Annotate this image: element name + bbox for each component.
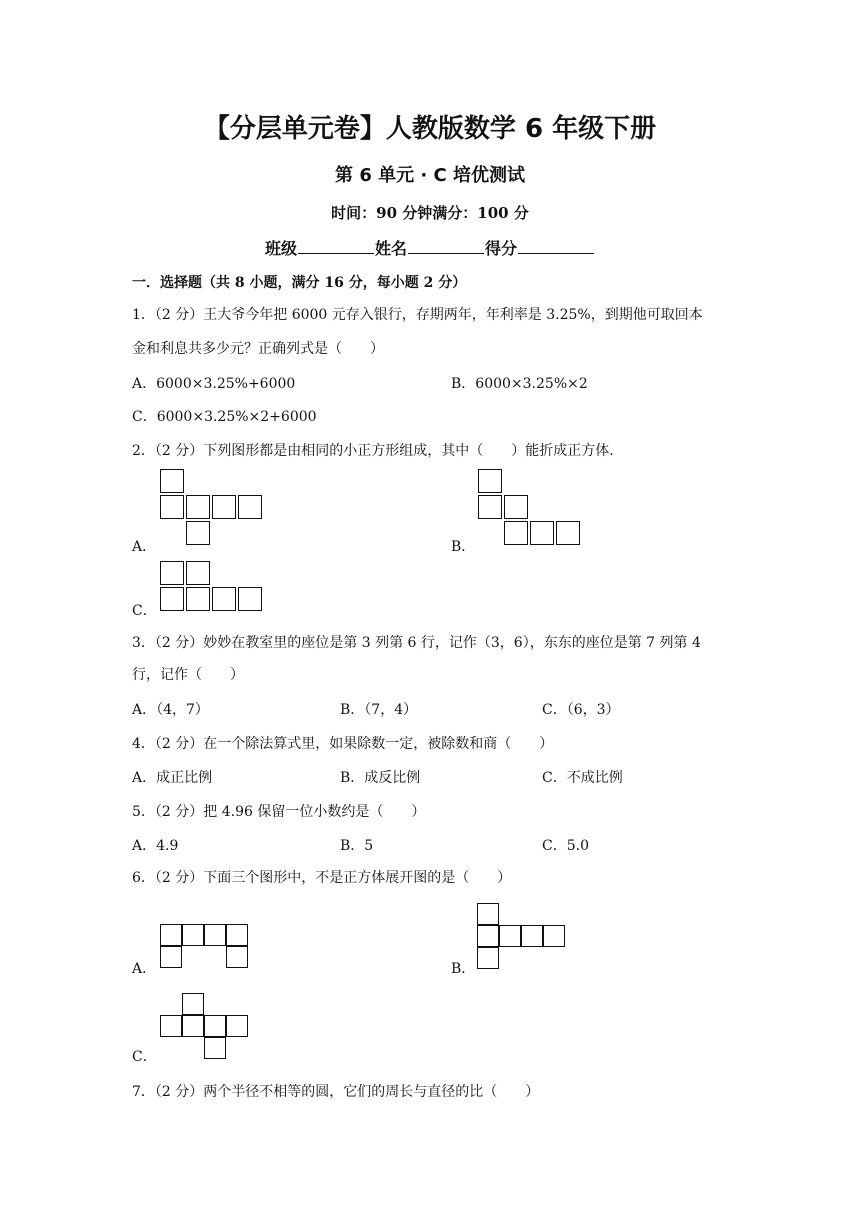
grid-square xyxy=(182,1015,204,1037)
q4-option-b: B．成反比例 xyxy=(340,770,421,786)
grid-square xyxy=(504,521,528,545)
question-3-line2: 行，记作（ ） xyxy=(132,667,244,683)
q5-option-b: B．5 xyxy=(340,838,374,854)
grid-square xyxy=(478,469,502,493)
q3-option-c: C．（6，3） xyxy=(542,702,620,718)
grid-square xyxy=(530,521,554,545)
question-5-line1: 5．（2 分）把 4.96 保留一位小数约是（ ） xyxy=(132,804,426,820)
grid-square xyxy=(186,521,210,545)
q6-option-a-label: A． xyxy=(132,961,157,977)
grid-square xyxy=(182,924,204,946)
grid-square xyxy=(182,993,204,1015)
grid-square xyxy=(160,1015,182,1037)
q4-option-c: C．不成比例 xyxy=(542,770,623,786)
q5-option-a: A．4.9 xyxy=(132,838,179,854)
grid-square xyxy=(477,903,499,925)
student-info-line xyxy=(0,236,860,259)
section-heading: 一．选择题（共 8 小题，满分 16 分，每小题 2 分） xyxy=(132,275,467,291)
grid-square xyxy=(160,924,182,946)
name-blank xyxy=(408,237,484,254)
class-blank xyxy=(298,237,374,254)
grid-square xyxy=(543,925,565,947)
class-label: 班级 xyxy=(264,239,297,258)
question-3-line1: 3．（2 分）妙妙在教室里的座位是第 3 列第 6 行，记作（3，6），东东的座位是第 7 列第 4 xyxy=(132,635,701,651)
q6-option-b-label: B． xyxy=(451,961,476,977)
q2-option-b-label: B． xyxy=(451,539,476,555)
grid-square xyxy=(238,495,262,519)
grid-square xyxy=(160,495,184,519)
grid-square xyxy=(186,587,210,611)
q1-option-c: C．6000×3.25%×2+6000 xyxy=(132,409,317,425)
grid-square xyxy=(186,561,210,585)
grid-square xyxy=(521,925,543,947)
question-2-line1: 2．（2 分）下列图形都是由相同的小正方形组成，其中（ ）能折成正方体. xyxy=(132,443,614,459)
score-blank xyxy=(518,237,594,254)
grid-square xyxy=(160,469,184,493)
grid-square xyxy=(204,1015,226,1037)
grid-square xyxy=(186,495,210,519)
score-label: 得分 xyxy=(485,239,518,258)
q3-option-a: A．（4，7） xyxy=(132,702,209,718)
name-label: 姓名 xyxy=(374,239,407,258)
grid-square xyxy=(499,925,521,947)
q3-option-b: B．（7，4） xyxy=(340,702,418,718)
grid-square xyxy=(556,521,580,545)
q5-option-c: C．5.0 xyxy=(542,838,589,854)
question-1-line1: 1．（2 分）王大爷今年把 6000 元存入银行，存期两年，年利率是 3.25%，到期他可取回本 xyxy=(132,307,703,323)
grid-square xyxy=(212,587,236,611)
grid-square xyxy=(160,946,182,968)
grid-square xyxy=(204,924,226,946)
grid-square xyxy=(478,495,502,519)
question-4-line1: 4．（2 分）在一个除法算式里，如果除数一定，被除数和商（ ） xyxy=(132,736,554,752)
grid-square xyxy=(226,924,248,946)
time-info: 时间：90 分钟满分：100 分 xyxy=(331,204,529,222)
q1-option-b: B．6000×3.25%×2 xyxy=(451,376,588,392)
grid-square xyxy=(238,587,262,611)
q4-option-a: A．成正比例 xyxy=(132,770,213,786)
question-7-line1: 7．（2 分）两个半径不相等的圆，它们的周长与直径的比（ ） xyxy=(132,1084,540,1100)
q6-option-c-label: C． xyxy=(132,1049,157,1065)
grid-square xyxy=(226,1015,248,1037)
q2-option-a-label: A． xyxy=(132,539,157,555)
question-6-line1: 6．（2 分）下面三个图形中，不是正方体展开图的是（ ） xyxy=(132,870,512,886)
q1-option-a: A．6000×3.25%+6000 xyxy=(132,376,296,392)
page-title: 【分层单元卷】人教版数学 6 年级下册 xyxy=(203,114,657,144)
grid-square xyxy=(226,946,248,968)
grid-square xyxy=(504,495,528,519)
grid-square xyxy=(160,561,184,585)
page-subtitle: 第 6 单元 · C 培优测试 xyxy=(335,165,525,186)
grid-square xyxy=(212,495,236,519)
question-1-line2: 金和利息共多少元？正确列式是（ ） xyxy=(132,341,384,357)
grid-square xyxy=(160,587,184,611)
q2-option-c-label: C． xyxy=(132,603,157,619)
grid-square xyxy=(477,947,499,969)
grid-square xyxy=(477,925,499,947)
grid-square xyxy=(204,1037,226,1059)
